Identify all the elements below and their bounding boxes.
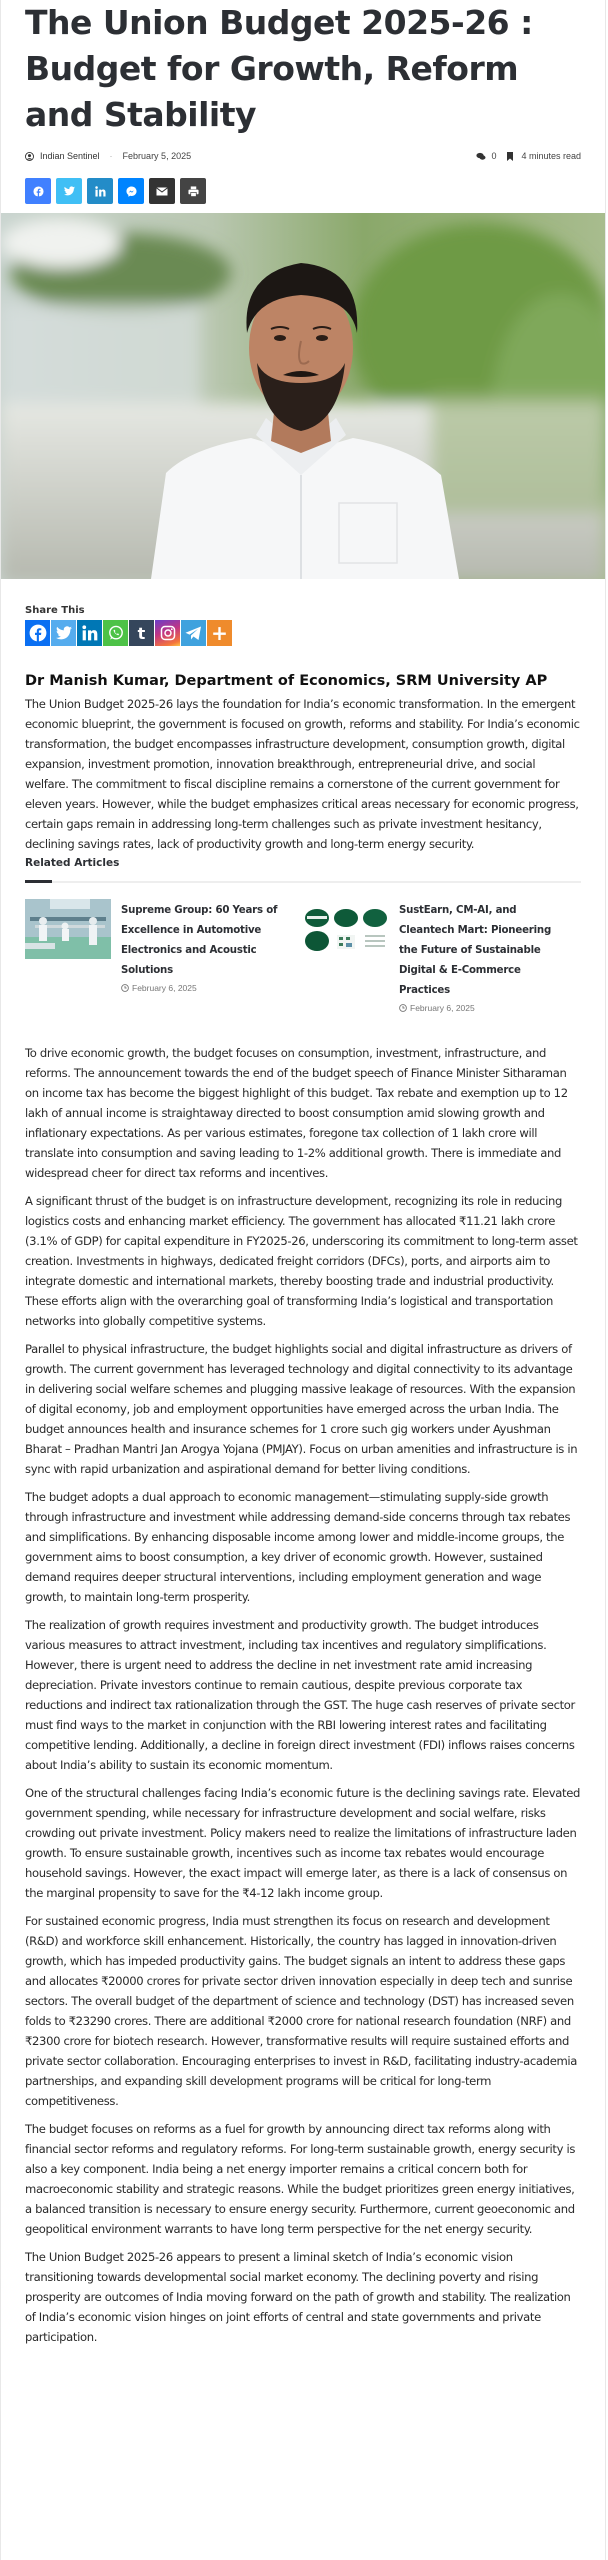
- article-title: The Union Budget 2025-26 : Budget for Growth, Reform and Stability: [25, 3, 533, 134]
- related-articles-list: [25, 899, 581, 1013]
- plus-icon: +: [211, 621, 228, 645]
- related-article-date-wrap: [121, 983, 281, 993]
- article-body: [25, 1043, 581, 2347]
- share-this-buttons: [25, 620, 581, 646]
- tumblr-icon: t: [137, 623, 146, 643]
- share-toolbar: [25, 178, 581, 204]
- twitter-icon: [56, 626, 72, 640]
- clock-icon: [399, 1004, 407, 1012]
- related-articles-heading: Related Articles: [25, 857, 120, 869]
- comments-icon: [476, 152, 485, 161]
- related-article-date-wrap: [399, 1003, 559, 1013]
- telegram-icon: [185, 626, 202, 641]
- intro-paragraph: The Union Budget 2025-26 lays the foundation for India’s economic transformation. In the emergent economic blueprint, the government is focused on growth, reforms and stability. For India’s economic transformation, the budget encompasses infrastructure development, consumption growth, digital expansion, investment promotion, innovation breakthrough, entrepreneurial drive, and social welfare. The commitment to fiscal discipline remains a cornerstone of the current government for eleven years. However, while the budget emphasizes critical areas necessary for economic progress, certain gaps remain in addressing long-term challenges such as private investment hesitancy, declining savings rates, lack of productivity growth and long-term energy security.: [25, 697, 580, 851]
- body-paragraph: One of the structural challenges facing India’s economic future is the declining savings rate. Elevated government spending, while necessary for infrastructure development and social welfare, risks crowding out private investment. Policy makers need to realize the limitations of infrastructure laden growth. To ensure sustainable growth, incentives such as income tax rebates would encourage household savings. However, the exact impact will emerge later, as there is a lack of consensus on the marginal propensity to save for the ₹4-12 lakh income group.: [25, 1786, 581, 1900]
- user-icon: [25, 152, 34, 161]
- clock-icon: [121, 984, 129, 992]
- related-divider: [25, 881, 581, 883]
- body-paragraph: To drive economic growth, the budget focuses on consumption, investment, infrastructure, and reforms. The announcement towards the end of the budget speech of Finance Minister Sitharaman on income tax has become the biggest highlight of this budget. Tax rebate and exemption up to 12 lakh of annual income is straightaway directed to boost consumption amid slowing growth and inflationary expectations. As per various estimates, foregone tax collection of 1 lakh crore will translate into consumption and saving leading to 1-2% additional growth. There is immediate and widespread cheer for direct tax reforms and incentives.: [25, 1046, 568, 1180]
- body-paragraph: The realization of growth requires investment and productivity growth. The budget introduces various measures to attract investment, including tax incentives and regulatory simplifications. However, there is urgent need to address the decline in net investment rate amid increasing depreciation. Private investors continue to remain cautious, despite previous corporate tax reductions and indirect tax rationalization through the GST. The huge cash reserves of private sector must find ways to the market in conjunction with the RBI lowering interest rates and facilitating competitive lending. Additionally, a decline in foreign direct investment (FDI) inflows raises concerns about India’s ability to sustain its economic momentum.: [25, 1618, 575, 1772]
- read-time: 4 minutes read: [521, 151, 581, 161]
- article-meta: [25, 148, 581, 164]
- share-this-linkedin-button[interactable]: [77, 620, 102, 646]
- share-this-whatsapp-button[interactable]: [103, 620, 128, 646]
- body-paragraph: The budget adopts a dual approach to economic management—stimulating supply-side growth through infrastructure and investment while addressing demand-side concerns through tax rebates and simplifications. By enhancing disposable income among lower and middle-income groups, the government aims to boost consumption, a key driver of economic growth. However, sustained demand requires deeper structural interventions, including employment generation and wage growth, to maintain long-term prosperity.: [25, 1490, 571, 1604]
- related-article-title[interactable]: Supreme Group: 60 Years of Excellence in Automotive Electronics and Acoustic Solutions: [121, 905, 278, 976]
- share-linkedin-button[interactable]: [87, 178, 113, 204]
- body-paragraph: For sustained economic progress, India must strengthen its focus on research and development (R&D) and workforce skill enhancement. Historically, the country has lagged in innovation-driven growth, which has impeded productivity gains. The budget signals an intent to address these gaps and allocates ₹20000 crores for private sector driven innovation especially in deep tech and sunrise sectors. The overall budget of the department of science and technology (DST) has increased seven folds to ₹23290 crores. There are additional ₹2000 crore for national research foundation (NRF) and ₹2300 crore for biotech research. However, transformative results will require sustained efforts and private sector collaboration. Encouraging enterprises to invest in R&D, facilitating industry-academia partnerships, and expanding skill development programs will be critical for long-term competitiveness.: [25, 1914, 578, 2108]
- share-this-instagram-button[interactable]: [155, 620, 180, 646]
- related-article-thumbnail[interactable]: [25, 899, 111, 959]
- related-article[interactable]: [303, 899, 581, 1013]
- messenger-icon: [126, 186, 137, 197]
- facebook-icon: [29, 624, 47, 642]
- share-print-button[interactable]: [180, 178, 206, 204]
- related-article[interactable]: [25, 899, 303, 1013]
- share-twitter-button[interactable]: [56, 178, 82, 204]
- share-messenger-button[interactable]: [118, 178, 144, 204]
- body-paragraph: The Union Budget 2025-26 appears to present a liminal sketch of India’s economic vision transitioning towards developmental social market economy. The declining poverty and rising prosperity are outcomes of India moving forward on the path of growth and stability. The realization of India’s economic vision hinges on joint efforts of central and state governments and private participation.: [25, 2250, 571, 2344]
- publish-date: February 5, 2025: [122, 151, 192, 161]
- whatsapp-icon: [108, 625, 124, 641]
- bookmark-icon: [506, 152, 515, 161]
- share-this-facebook-button[interactable]: [25, 620, 50, 646]
- instagram-icon: [160, 625, 176, 641]
- facebook-icon: [33, 186, 44, 197]
- related-article-thumbnail[interactable]: [303, 907, 389, 967]
- author-link[interactable]: Indian Sentinel: [40, 151, 100, 161]
- body-paragraph: A significant thrust of the budget is on infrastructure development, recognizing its role in reducing logistics costs and enhancing market efficiency. The government has allocated ₹11.21 lakh crore (3.1% of GDP) for capital expenditure in FY2025-26, underscoring its commitment to long-term asset creation. Investments in highways, dedicated freight corridors (DFCs), ports, and airports aim to integrate domestic and international markets, thereby boosting trade and industrial productivity. These efforts align with the overarching goal of transforming India’s logistical and transportation networks into globally competitive systems.: [25, 1194, 578, 1328]
- twitter-icon: [64, 186, 75, 196]
- related-article-title[interactable]: SustEarn, CM-AI, and Cleantech Mart: Pioneering the Future of Sustainable Digital & E-Commerce Practices: [399, 905, 552, 996]
- share-this-more-button[interactable]: [207, 620, 232, 646]
- featured-image: [1, 213, 605, 579]
- body-paragraph: Parallel to physical infrastructure, the budget highlights social and digital infrastructure as drivers of growth. The current government has leveraged technology and digital connectivity to its advantage in delivering social welfare schemes and plugging massive leakage of resources. With the expansion of digital economy, job and employment opportunities have emerged across the urban India. The budget announces health and insurance schemes for 1 crore such gig workers under Ayushman Bharat – Pradhan Mantri Jan Arogya Yojana (PMJAY). Focus on urban amenities and infrastructure is in sync with rapid urbanization and aspirational demand for better living conditions.: [25, 1342, 578, 1476]
- meta-separator: ·: [109, 151, 113, 161]
- share-this-telegram-button[interactable]: [181, 620, 206, 646]
- share-email-button[interactable]: [149, 178, 175, 204]
- share-this-twitter-button[interactable]: [51, 620, 76, 646]
- share-this-tumblr-button[interactable]: [129, 620, 154, 646]
- comments-count[interactable]: 0: [491, 151, 497, 161]
- related-article-date: February 6, 2025: [410, 1003, 475, 1013]
- linkedin-icon: [95, 186, 106, 197]
- author-byline: Dr Manish Kumar, Department of Economics, SRM University AP: [25, 673, 548, 689]
- print-icon: [188, 186, 199, 197]
- linkedin-icon: [82, 625, 98, 641]
- author-portrait-image: [1, 213, 605, 579]
- email-icon: [156, 187, 168, 196]
- share-facebook-button[interactable]: [25, 178, 51, 204]
- body-paragraph: The budget focuses on reforms as a fuel for growth by announcing direct tax reforms along with financial sector reforms and regulatory reforms. For long-term sustainable growth, energy security is also a key component. India being a net energy importer remains a critical concern both for macroeconomic stability and strategic reasons. While the budget prioritizes green energy initiatives, a balanced transition is necessary to ensure energy security. Furthermore, current geoeconomic and geopolitical environment warrants to have long term perspective for the net energy security.: [25, 2122, 576, 2236]
- related-article-date: February 6, 2025: [132, 983, 197, 993]
- share-this-label: Share This: [25, 605, 85, 616]
